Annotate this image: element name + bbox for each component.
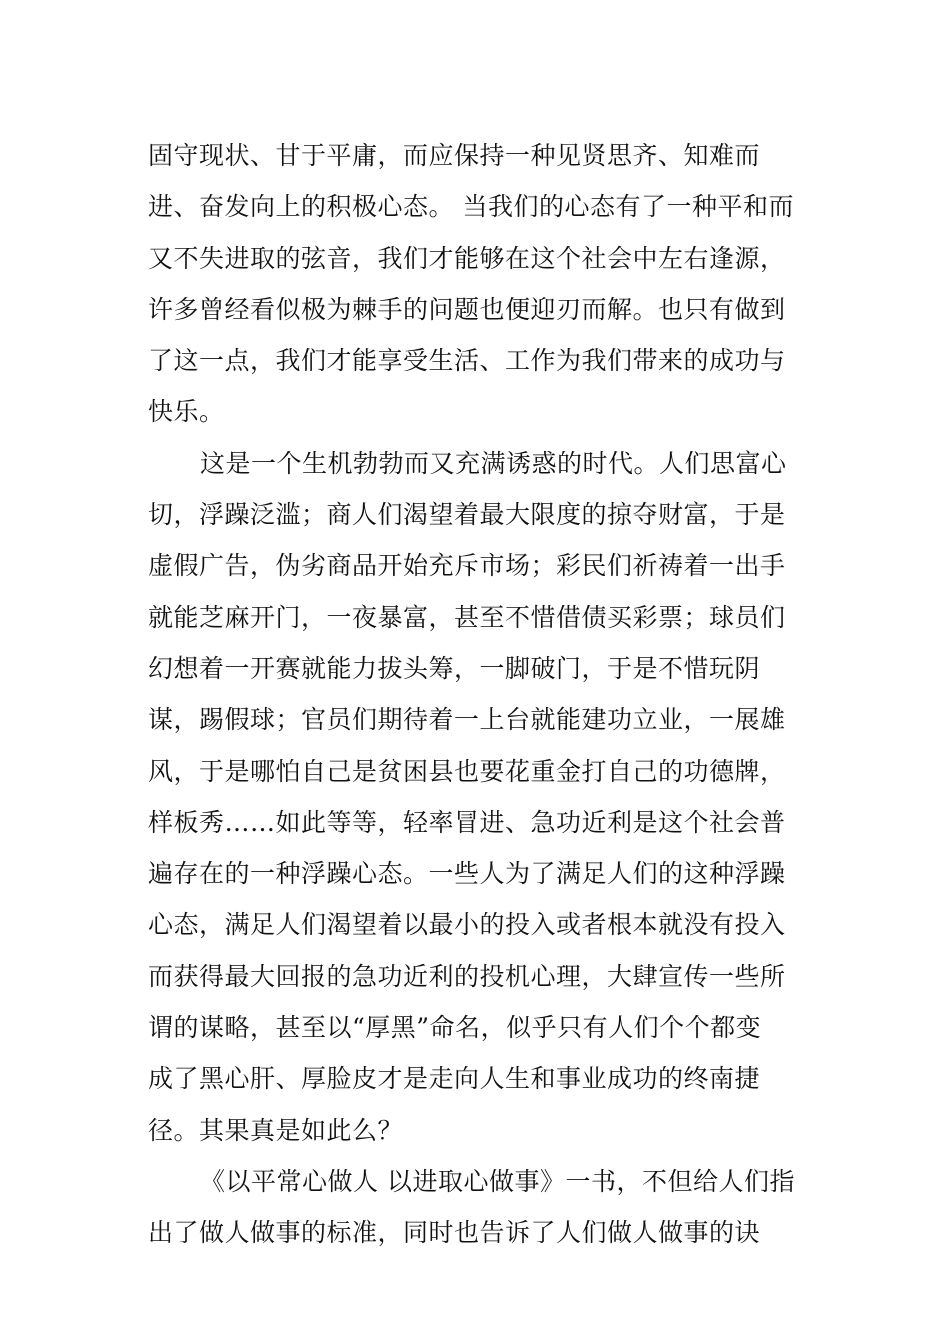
text-line: 就能芝麻开门，一夜暴富，甚至不惜借债买彩票；球员们 [148,602,786,632]
text-line: 谓的谋略，甚至以“厚黑”命名，似乎只有人们个个都变 [148,1013,762,1043]
text-line: 这是一个生机勃勃而又充满诱惑的时代。人们思富心 [200,448,787,478]
text-line: 成了黑心肝、厚脸皮才是走向人生和事业成功的终南捷 [148,1064,761,1094]
document-body [148,130,808,1259]
text-line: 又不失进取的弦音，我们才能够在这个社会中左右逢源， [148,243,786,273]
text-line: 许多曾经看似极为棘手的问题也便迎刃而解。也只有做到 [148,294,786,324]
text-line: 遍存在的一种浮躁心态。一些人为了满足人们的这种浮躁 [148,859,786,889]
text-line: 快乐。 [148,397,225,427]
paragraph [148,438,808,1156]
text-line: 出了做人做事的标准，同时也告诉了人们做人做事的诀 [148,1218,761,1248]
text-line: 样板秀……如此等等，轻率冒进、急功近利是这个社会普 [148,807,786,837]
paragraph [148,130,808,438]
paragraph [148,1156,808,1259]
text-line: 进、奋发向上的积极心态。 当我们的心态有了一种平和而 [148,192,794,222]
text-line: 风，于是哪怕自己是贫困县也要花重金打自己的功德牌， [148,756,786,786]
text-line: 径。其果真是如此么？ [148,1115,404,1145]
text-line: 谋，踢假球；官员们期待着一上台就能建功立业，一展雄 [148,705,786,735]
text-line: 了这一点，我们才能享受生活、工作为我们带来的成功与 [148,346,786,376]
text-line: 幻想着一开赛就能力拔头筹，一脚破门，于是不惜玩阴 [148,653,761,683]
text-line: 固守现状、甘于平庸，而应保持一种见贤思齐、知难而 [148,141,761,170]
text-line: 心态，满足人们渴望着以最小的投入或者根本就没有投入 [148,910,786,940]
text-line: 切，浮躁泛滥；商人们渴望着最大限度的掠夺财富，于是 [148,500,786,530]
text-line: 而获得最大回报的急功近利的投机心理，大肆宣传一些所 [148,961,786,991]
text-line: 虚假广告，伪劣商品开始充斥市场；彩民们祈祷着一出手 [148,551,786,581]
text-line: 《以平常心做人 以进取心做事》一书，不但给人们指 [200,1166,795,1196]
